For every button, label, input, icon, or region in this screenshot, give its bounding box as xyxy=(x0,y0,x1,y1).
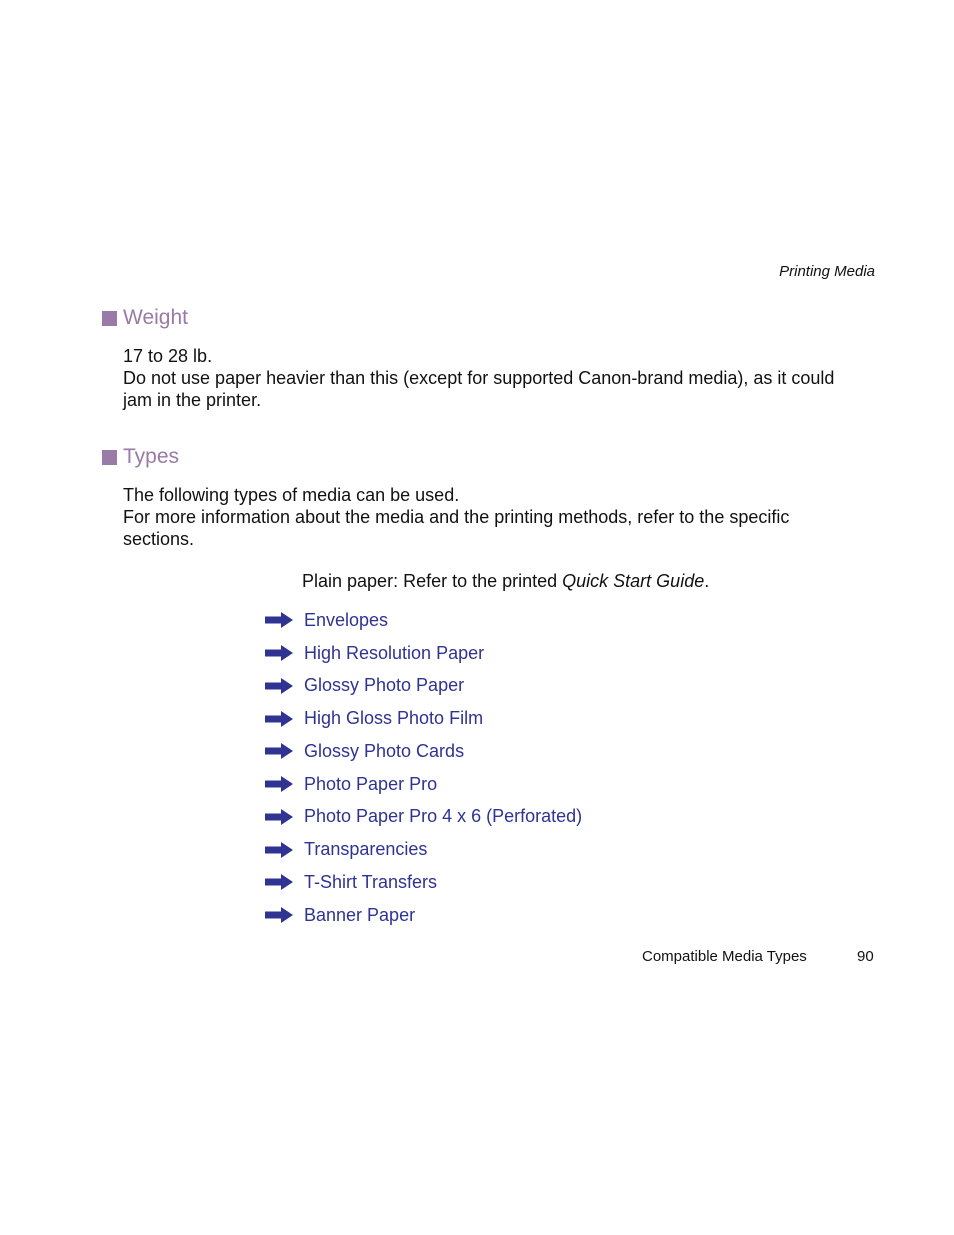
section-heading-types xyxy=(102,445,179,469)
media-type-link[interactable] xyxy=(265,866,582,899)
weight-body xyxy=(123,345,843,411)
square-bullet-icon xyxy=(102,311,117,326)
media-type-link[interactable] xyxy=(265,702,582,735)
media-type-link[interactable] xyxy=(265,670,582,703)
link-label[interactable]: Transparencies xyxy=(304,839,428,860)
media-type-link[interactable] xyxy=(265,801,582,834)
plain-paper-suffix: . xyxy=(704,571,710,591)
paragraph: For more information about the media and the printing methods, refer to the specific sections. xyxy=(123,507,790,549)
right-arrow-icon[interactable] xyxy=(265,645,293,661)
media-type-link[interactable] xyxy=(265,604,582,637)
link-label[interactable]: Photo Paper Pro xyxy=(304,773,438,794)
right-arrow-icon[interactable] xyxy=(265,907,293,923)
media-type-link[interactable] xyxy=(265,899,582,932)
link-label[interactable]: High Resolution Paper xyxy=(304,642,485,663)
section-title: Weight xyxy=(123,306,188,329)
link-label[interactable]: Photo Paper Pro 4 x 6 (Perforated) xyxy=(304,806,583,827)
section-heading-weight xyxy=(102,306,188,330)
square-bullet-icon xyxy=(102,450,117,465)
right-arrow-icon[interactable] xyxy=(265,874,293,890)
media-type-links xyxy=(265,604,582,932)
plain-paper-prefix: Plain paper: Refer to the printed xyxy=(302,571,563,591)
paragraph: The following types of media can be used. xyxy=(123,485,460,505)
link-label[interactable]: High Gloss Photo Film xyxy=(304,708,484,729)
right-arrow-icon[interactable] xyxy=(265,743,293,759)
paragraph: Do not use paper heavier than this (except for supported Canon-brand media), as it could jam in the printer. xyxy=(123,368,835,410)
page-number: 90 xyxy=(857,948,874,965)
right-arrow-icon[interactable] xyxy=(265,678,293,694)
link-label[interactable]: T-Shirt Transfers xyxy=(304,871,438,892)
link-label[interactable]: Glossy Photo Paper xyxy=(304,675,465,696)
footer-title: Compatible Media Types xyxy=(642,948,807,965)
media-type-link[interactable] xyxy=(265,768,582,801)
guide-title: Quick Start Guide xyxy=(562,571,705,591)
right-arrow-icon[interactable] xyxy=(265,711,293,727)
running-head: Printing Media xyxy=(779,263,875,280)
paragraph: 17 to 28 lb. xyxy=(123,346,213,366)
types-body xyxy=(123,484,843,550)
media-type-link[interactable] xyxy=(265,735,582,768)
right-arrow-icon[interactable] xyxy=(265,776,293,792)
media-type-link[interactable] xyxy=(265,637,582,670)
media-type-link[interactable] xyxy=(265,833,582,866)
right-arrow-icon[interactable] xyxy=(265,842,293,858)
link-label[interactable]: Envelopes xyxy=(304,609,389,630)
section-title: Types xyxy=(123,445,180,468)
plain-paper-note xyxy=(302,571,709,592)
link-label[interactable]: Glossy Photo Cards xyxy=(304,740,465,761)
right-arrow-icon[interactable] xyxy=(265,809,293,825)
link-label[interactable]: Banner Paper xyxy=(304,904,416,925)
right-arrow-icon[interactable] xyxy=(265,612,293,628)
